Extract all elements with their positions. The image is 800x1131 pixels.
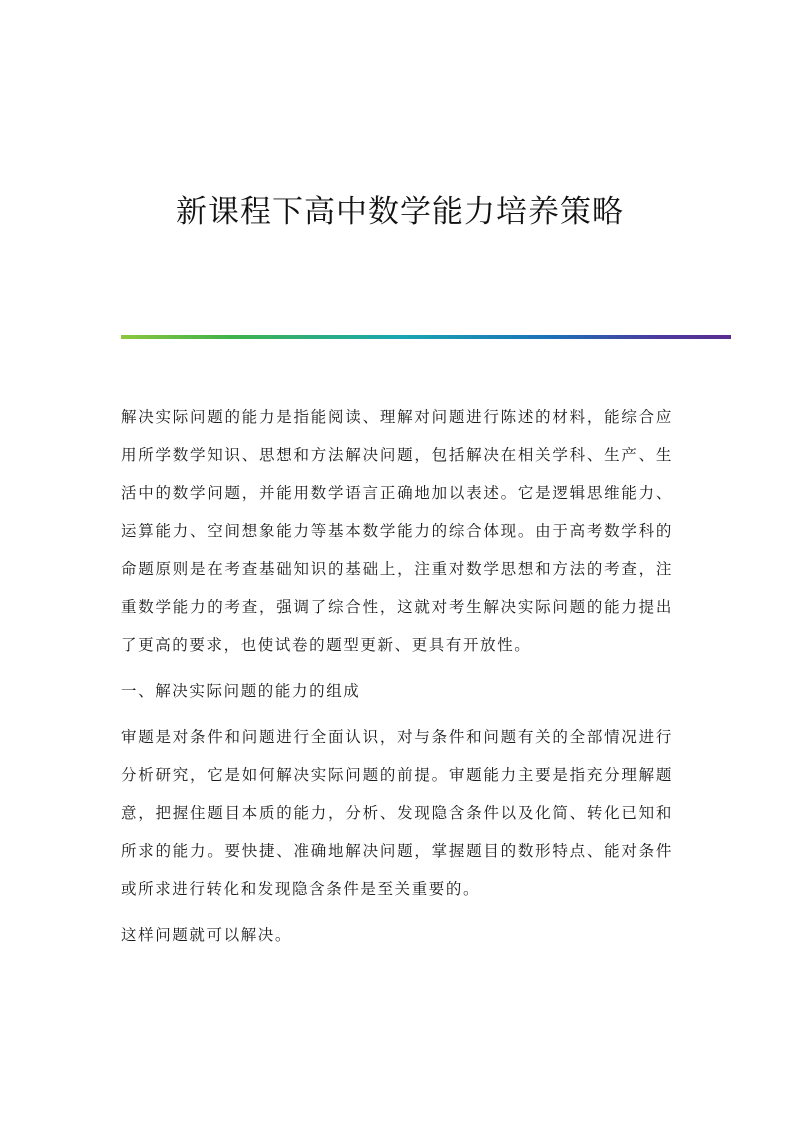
title-divider-rule — [121, 335, 731, 339]
paragraph-conclusion: 这样问题就可以解决。 — [121, 926, 293, 944]
document-title: 新课程下高中数学能力培养策略 — [176, 194, 624, 230]
paragraph-intro: 解决实际问题的能力是指能阅读、理解对问题进行陈述的材料，能综合应用所学数学知识、思想和方法解决问题，包括解决在相关学科、生产、生活中的数学问题，并能用数学语言正确地加以表述。它是逻辑思维能力、运算能力、空间想象能力等基本数学能力的综合体现。由于高考数学科的命题原则是在考查基础知识的基础上，注重对数学思想和方法的考查，注重数学能力的考查，强调了综合性，这就对考生解决实际问题的能力提出了更高的要求，也使试卷的题型更新、更具有开放性。 — [121, 408, 673, 654]
section-heading: 一、解决实际问题的能力的组成 — [121, 682, 361, 700]
document-body — [121, 398, 673, 962]
paragraph-review: 审题是对条件和问题进行全面认识，对与条件和问题有关的全部情况进行分析研究，它是如何解决实际问题的前提。审题能力主要是指充分理解题意，把握住题目本质的能力，分析、发现隐含条件以及化简、转化已知和所求的能力。要快捷、准确地解决问题，掌握题目的数形特点、能对条件或所求进行转化和发现隐含条件是至关重要的。 — [121, 728, 673, 898]
